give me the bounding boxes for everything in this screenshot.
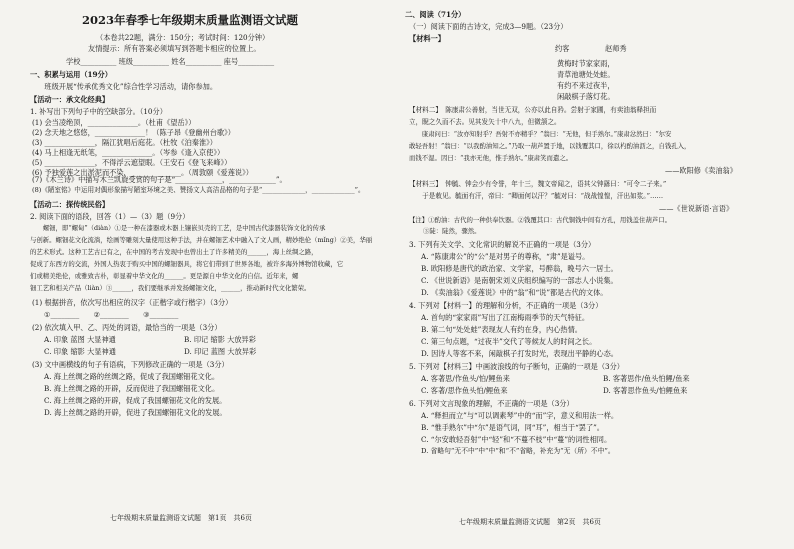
option: D. 海上丝绸之路的开辟，促进了我国螺钿花文化的发展。 [44, 408, 227, 417]
option: D. 印记 蓝图 大放异彩 [184, 347, 257, 356]
option: C. “尔安敢轻吾射”中“轻”和“不蔓不枝”中“蔓”的词性相同。 [421, 435, 612, 444]
poem-line: 黄梅时节家家雨， [557, 59, 615, 68]
passage-line: 于是敕见。毓面有汗，帝曰：“卿面何以汗？”毓对曰：“战战惶惶，汗出如浆。”…… [409, 192, 664, 200]
option: D. 因诗人等客不来，闲敲棋子打发时光，表现出平静的心态。 [421, 349, 618, 358]
fill-blank-item: (1) 会当凌绝顶，______________。（杜甫《望岳》） [32, 118, 196, 127]
passage-line: 立，睨之久而不去。见其发矢十中八九，但微颔之。 [409, 118, 561, 126]
sub-question: (1) 根据拼音，依次写出相应的汉字（正楷字或行楷字）（3分） [32, 298, 233, 307]
section-intro: 班级开展“传承优秀文化”综合性学习活动，请你参加。 [30, 82, 218, 91]
option: B. 海上丝绸之路的开辟，反而促进了我国螺钿花文化。 [44, 384, 220, 393]
option: C. 第三句点题，“过夜半”交代了等候友人的时间之长。 [421, 337, 597, 346]
option: B. “惟手熟尔”中“尔”是语气词，同“耳”，相当于“罢了”。 [421, 423, 604, 432]
option: B. 第二句“处处蛙”表现友人有约在身，内心热情。 [421, 325, 582, 334]
option: A. 印象 蓝图 大显神通 [44, 335, 116, 344]
fill-blank-item: (6) 予独爱莲之出淤泥而不染，______________。（周敦颐《爱莲说》） [32, 168, 253, 177]
subsection-heading: （一）阅读下面的古诗文，完成3—9题。（23分） [409, 22, 568, 31]
passage-line: 钿工艺和相关产品（liàn）③______，我们要继承并发扬螺钿文化，______，推动新时代文化繁荣。 [30, 284, 311, 292]
question-stem: 6. 下列对文言现象的理解，不正确的一项是（3分） [409, 399, 574, 408]
fill-blank-item: (4) 马上相逢无纸笔，______________。（岑参《逢入京使》） [32, 148, 225, 157]
question-stem: 4. 下列对【材料一】的理解和分析，不正确的一项是（3分） [409, 301, 603, 310]
fill-blank-item: (8)《陋室铭》中运用对偶形象描写陋室环境之美、赞扬文人高洁品格的句子是“_____________，_____________”。 [32, 186, 365, 194]
answer-blanks: ①________ ②________ ③________ [44, 310, 179, 319]
poem-line: 青草池塘处处蛙。 [557, 70, 615, 79]
fill-blank-row [32, 158, 257, 168]
section-heading: 二、阅读（71分） [405, 10, 466, 19]
poem-author: 赵师秀 [605, 44, 627, 53]
option: A. 客著思/作鱼头/怕/鲤鱼来 [421, 374, 510, 383]
page-title: 2023年春季七年级期末质量监测语文试题 [82, 13, 299, 27]
poem-line: 有约不来过夜半， [557, 81, 615, 90]
sub-question: (3) 文中画横线的句子有语病，下列修改正确的一项是（3分） [32, 360, 229, 369]
passage-line: 【材料三】 钟毓、钟会少有令誉，年十三，魏文帝闻之，语其父钟繇曰：“可令二子来。” [409, 180, 667, 188]
passage-line: 的艺术形式。这种工艺古已有之，在中国的考古发现中也曾出土了许多精美的______，海上丝绸之路， [30, 248, 318, 256]
option: B. 客著思作/鱼头怕鲤/鱼来 [603, 374, 690, 383]
fill-blank-item: (7)《木兰诗》中描写木兰凯旋受赏的句子是“_____________，_____________”。 [32, 175, 287, 184]
option: D. 客著思作鱼头/怕鲤鱼来 [603, 386, 688, 395]
option: A. 首句的“家家雨”写出了江南梅雨季节的天气特征。 [421, 313, 590, 322]
passage-line: 螺钿，即“螺甸”（diàn）①是一种在漆器或木器上镶嵌贝壳的工艺，是中国古代漆器装饰文化的传承 [30, 224, 326, 232]
annotation-note: 【注】①酌油：古代的一种供奉饮器。②钱覆其口：古代铜钱中间有方孔，用钱盖住葫芦口。 [409, 216, 672, 224]
passage-line: 敢轻吾射！”翁曰：“以我酌油知之。”乃取一葫芦置于地，以钱覆其口，徐以杓酌油沥之，自钱孔入， [409, 142, 691, 150]
exam-page-2 [397, 0, 794, 549]
question-stem: 2. 阅读下面的语段，回答（1）—（3）题（9分） [30, 212, 190, 221]
passage-line: 们或精美绝伦，或雅致古朴，彰显着中华文化的______。更是源自中华文化的自信。近年来，螺 [30, 272, 299, 280]
option: B. 印记 缩影 大放异彩 [184, 335, 256, 344]
passage-line: 【材料二】 陈康肃公善射，当世无双，公亦以此自矜。尝射于家圃，有卖油翁释担而 [409, 106, 657, 114]
fill-blank-item: (2) 念天地之悠悠，______________！（陈子昂《登幽州台歌》） [32, 128, 235, 137]
passage-line: 促成了东西方的交流，外国人热衷于购买中国的螺钿器具，将它们带到了世界各地，被许多海外博物馆收藏，它 [30, 260, 344, 268]
student-info-line: 学校__________ 班级__________ 姓名__________ 座号__________ [66, 57, 275, 66]
option: D. 《卖油翁》《爱莲说》中的“翁”和“说”都是古代的文体。 [421, 288, 608, 297]
question-stem: 3. 下列有关文学、文化常识的解说不正确的一项是（3分） [409, 240, 596, 249]
fill-blank-row [32, 118, 257, 128]
poem-line: 闲敲棋子落灯花。 [557, 92, 615, 101]
material-label: 【材料一】 [409, 34, 445, 43]
page-footer: 七年级期末质量监测语文试题 第2页 共6页 [459, 518, 601, 526]
exam-subtitle: （本卷共22题，满分：150分；考试时间：120分钟） [96, 33, 270, 42]
passage-line: 康肃问曰：“汝亦知射乎？吾射不亦精乎？”翁曰：“无他，但手熟尔。”康肃忿然曰：“尔安 [409, 130, 672, 138]
poem-title: 约客 [555, 44, 570, 53]
section-heading: 一、积累与运用（19分） [30, 70, 112, 79]
source-citation: ——《世说新语·言语》 [659, 204, 734, 213]
option: A. “陈康肃公”的“公”是对男子的尊称，“肃”是谥号。 [421, 252, 590, 261]
option: C. 《世说新语》是南朝宋刘义庆组织编写的一部志人小说集。 [421, 276, 618, 285]
passage-line: 与创新。螺钿花文化流淌，绘画等雕刻大量使用这种手法，并在螺钿艺术中融入了文人画，精妙绝伦（mǐng）②美，华丽 [30, 236, 373, 244]
fill-blank-row [32, 148, 257, 158]
option: C. 印象 缩影 大显神通 [44, 347, 116, 356]
fill-blank-item: (5) ______________，不得浮云遮望眼。（王安石《登飞来峰》） [32, 158, 232, 167]
fill-blank-row [32, 128, 257, 138]
question-stem: 5. 下列对【材料三】中画波浪线的句子断句，正确的一项是（3分） [409, 362, 624, 371]
fill-blank-row [32, 138, 257, 148]
activity-heading: 【活动一：承文化经典】 [30, 95, 110, 104]
notice: 友情提示：所有答案必须填写到答题卡相应的位置上。 [88, 44, 261, 53]
option: C. 海上丝绸之路的开辟，促成了我国螺钿花文化的发展。 [44, 396, 227, 405]
option: A. “释担而立”与“可以调素琴”中的“而”字，意义和用法一样。 [421, 411, 619, 420]
annotation-note: ③陡：陡然，骤然。 [423, 227, 481, 235]
passage-line: 而钱不湿。因曰：“我亦无他，惟手熟尔。”康肃笑而遣之。 [409, 154, 573, 162]
fill-blank-item: (3) ______________，隔江犹唱后庭花。（杜牧《泊秦淮》） [32, 138, 217, 147]
page-footer: 七年级期末质量监测语文试题 第1页 共6页 [110, 514, 252, 522]
option: C. 客著/思作鱼头怕/鲤鱼来 [421, 386, 508, 395]
sub-question: (2) 依次填入甲、乙、丙处的词语，最恰当的一项是（3分） [32, 323, 222, 332]
option: B. 欧阳修是唐代的政治家、文学家，号醉翁，晚号六一居士。 [421, 264, 618, 273]
source-citation: ——欧阳修《卖油翁》 [665, 166, 737, 175]
option: A. 海上丝绸之路的丝绸之路，促成了我国螺钿花文化。 [44, 372, 220, 381]
option: D. 省略句“无不中”中“中”和“不”省略，补充为“无（所）不中”。 [421, 447, 615, 455]
question-stem: 1. 补写出下列句子中的空缺部分。（10分） [30, 107, 167, 116]
fill-blank-table [32, 118, 257, 178]
activity-heading: 【活动二：探传统民俗】 [30, 200, 110, 209]
